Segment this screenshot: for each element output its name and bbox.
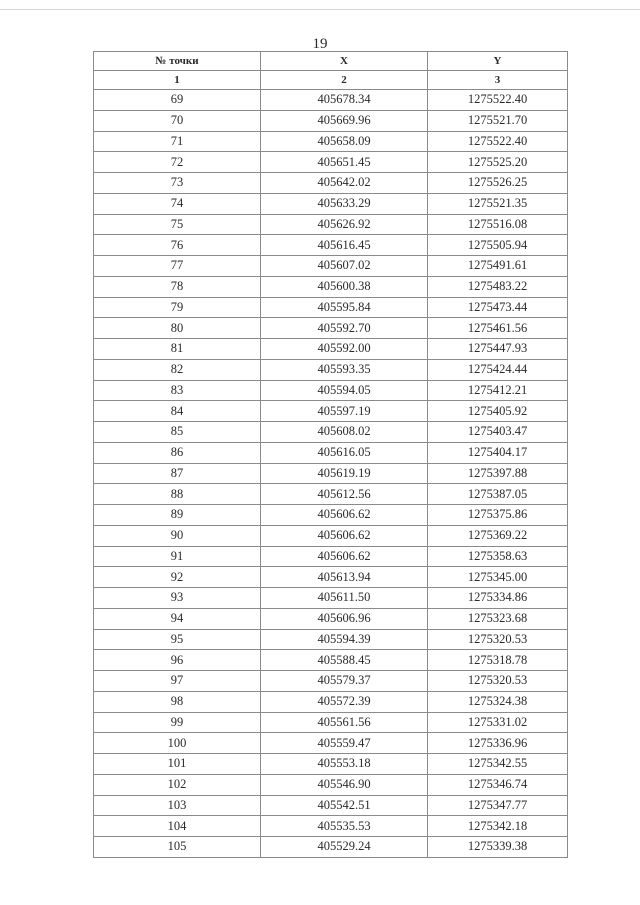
x-coordinate-cell: 405559.47 [261, 733, 428, 754]
point-number-cell: 74 [94, 193, 261, 214]
table-row [94, 588, 568, 609]
column-number-3: 3 [428, 71, 568, 90]
table-row [94, 505, 568, 526]
point-number-cell: 82 [94, 359, 261, 380]
point-number-cell: 88 [94, 484, 261, 505]
table-row [94, 380, 568, 401]
table-row [94, 339, 568, 360]
y-coordinate-cell: 1275424.44 [428, 359, 568, 380]
x-coordinate-cell: 405608.02 [261, 422, 428, 443]
point-number-cell: 71 [94, 131, 261, 152]
point-number-cell: 75 [94, 214, 261, 235]
point-number-cell: 103 [94, 795, 261, 816]
table-row [94, 276, 568, 297]
table-row [94, 691, 568, 712]
point-number-cell: 93 [94, 588, 261, 609]
y-coordinate-cell: 1275483.22 [428, 276, 568, 297]
x-coordinate-cell: 405642.02 [261, 173, 428, 194]
y-coordinate-cell: 1275324.38 [428, 691, 568, 712]
page-number: 19 [312, 36, 328, 52]
x-coordinate-cell: 405616.05 [261, 442, 428, 463]
x-coordinate-cell: 405592.00 [261, 339, 428, 360]
x-coordinate-cell: 405594.39 [261, 629, 428, 650]
y-coordinate-cell: 1275318.78 [428, 650, 568, 671]
x-coordinate-cell: 405606.62 [261, 525, 428, 546]
x-coordinate-cell: 405594.05 [261, 380, 428, 401]
table-body [94, 71, 568, 858]
x-coordinate-cell: 405613.94 [261, 567, 428, 588]
header-y: Y [428, 52, 568, 71]
point-number-cell: 86 [94, 442, 261, 463]
table-row [94, 297, 568, 318]
x-coordinate-cell: 405616.45 [261, 235, 428, 256]
point-number-cell: 78 [94, 276, 261, 297]
point-number-cell: 89 [94, 505, 261, 526]
table-row [94, 318, 568, 339]
table-row [94, 650, 568, 671]
table-row [94, 173, 568, 194]
y-coordinate-cell: 1275339.38 [428, 837, 568, 858]
y-coordinate-cell: 1275522.40 [428, 131, 568, 152]
point-number-cell: 96 [94, 650, 261, 671]
x-coordinate-cell: 405669.96 [261, 110, 428, 131]
x-coordinate-cell: 405619.19 [261, 463, 428, 484]
y-coordinate-cell: 1275345.00 [428, 567, 568, 588]
table-row [94, 525, 568, 546]
point-number-cell: 73 [94, 173, 261, 194]
x-coordinate-cell: 405611.50 [261, 588, 428, 609]
x-coordinate-cell: 405626.92 [261, 214, 428, 235]
y-coordinate-cell: 1275323.68 [428, 608, 568, 629]
table-row [94, 214, 568, 235]
table-row [94, 401, 568, 422]
table-row [94, 256, 568, 277]
x-coordinate-cell: 405678.34 [261, 90, 428, 111]
point-number-cell: 90 [94, 525, 261, 546]
y-coordinate-cell: 1275347.77 [428, 795, 568, 816]
y-coordinate-cell: 1275516.08 [428, 214, 568, 235]
y-coordinate-cell: 1275447.93 [428, 339, 568, 360]
y-coordinate-cell: 1275342.18 [428, 816, 568, 837]
point-number-cell: 97 [94, 671, 261, 692]
table-row [94, 733, 568, 754]
point-number-cell: 87 [94, 463, 261, 484]
table-row [94, 193, 568, 214]
point-number-cell: 77 [94, 256, 261, 277]
column-number-2: 2 [261, 71, 428, 90]
point-number-cell: 104 [94, 816, 261, 837]
point-number-cell: 84 [94, 401, 261, 422]
point-number-cell: 94 [94, 608, 261, 629]
coordinates-table [93, 51, 568, 858]
point-number-cell: 91 [94, 546, 261, 567]
x-coordinate-cell: 405658.09 [261, 131, 428, 152]
x-coordinate-cell: 405572.39 [261, 691, 428, 712]
point-number-cell: 70 [94, 110, 261, 131]
y-coordinate-cell: 1275521.35 [428, 193, 568, 214]
x-coordinate-cell: 405553.18 [261, 754, 428, 775]
x-coordinate-cell: 405592.70 [261, 318, 428, 339]
table-row [94, 837, 568, 858]
point-number-cell: 102 [94, 774, 261, 795]
table-row [94, 110, 568, 131]
header-point-number: № точки [94, 52, 261, 71]
table-row [94, 795, 568, 816]
table-row [94, 629, 568, 650]
y-coordinate-cell: 1275403.47 [428, 422, 568, 443]
table-row [94, 754, 568, 775]
y-coordinate-cell: 1275405.92 [428, 401, 568, 422]
x-coordinate-cell: 405546.90 [261, 774, 428, 795]
y-coordinate-cell: 1275404.17 [428, 442, 568, 463]
column-number-row [94, 71, 568, 90]
table-row [94, 671, 568, 692]
column-number-1: 1 [94, 71, 261, 90]
x-coordinate-cell: 405529.24 [261, 837, 428, 858]
y-coordinate-cell: 1275358.63 [428, 546, 568, 567]
table-header-row [94, 52, 568, 71]
x-coordinate-cell: 405593.35 [261, 359, 428, 380]
point-number-cell: 95 [94, 629, 261, 650]
table-row [94, 463, 568, 484]
x-coordinate-cell: 405588.45 [261, 650, 428, 671]
table-row [94, 235, 568, 256]
table-row [94, 608, 568, 629]
top-rule [0, 9, 640, 10]
point-number-cell: 99 [94, 712, 261, 733]
table-row [94, 90, 568, 111]
y-coordinate-cell: 1275375.86 [428, 505, 568, 526]
y-coordinate-cell: 1275320.53 [428, 629, 568, 650]
y-coordinate-cell: 1275461.56 [428, 318, 568, 339]
y-coordinate-cell: 1275320.53 [428, 671, 568, 692]
y-coordinate-cell: 1275473.44 [428, 297, 568, 318]
point-number-cell: 76 [94, 235, 261, 256]
table-row [94, 546, 568, 567]
table-row [94, 359, 568, 380]
y-coordinate-cell: 1275505.94 [428, 235, 568, 256]
point-number-cell: 72 [94, 152, 261, 173]
y-coordinate-cell: 1275526.25 [428, 173, 568, 194]
y-coordinate-cell: 1275331.02 [428, 712, 568, 733]
y-coordinate-cell: 1275369.22 [428, 525, 568, 546]
y-coordinate-cell: 1275346.74 [428, 774, 568, 795]
table-row [94, 567, 568, 588]
point-number-cell: 80 [94, 318, 261, 339]
x-coordinate-cell: 405606.62 [261, 505, 428, 526]
table-row [94, 131, 568, 152]
y-coordinate-cell: 1275521.70 [428, 110, 568, 131]
header-x: X [261, 52, 428, 71]
point-number-cell: 69 [94, 90, 261, 111]
x-coordinate-cell: 405579.37 [261, 671, 428, 692]
y-coordinate-cell: 1275342.55 [428, 754, 568, 775]
point-number-cell: 105 [94, 837, 261, 858]
y-coordinate-cell: 1275334.86 [428, 588, 568, 609]
table-row [94, 816, 568, 837]
table-row [94, 712, 568, 733]
x-coordinate-cell: 405651.45 [261, 152, 428, 173]
point-number-cell: 85 [94, 422, 261, 443]
point-number-cell: 79 [94, 297, 261, 318]
point-number-cell: 92 [94, 567, 261, 588]
point-number-cell: 81 [94, 339, 261, 360]
x-coordinate-cell: 405606.62 [261, 546, 428, 567]
y-coordinate-cell: 1275525.20 [428, 152, 568, 173]
point-number-cell: 83 [94, 380, 261, 401]
table-row [94, 442, 568, 463]
x-coordinate-cell: 405607.02 [261, 256, 428, 277]
point-number-cell: 101 [94, 754, 261, 775]
x-coordinate-cell: 405561.56 [261, 712, 428, 733]
table-row [94, 152, 568, 173]
x-coordinate-cell: 405606.96 [261, 608, 428, 629]
table-row [94, 774, 568, 795]
point-number-cell: 100 [94, 733, 261, 754]
y-coordinate-cell: 1275491.61 [428, 256, 568, 277]
y-coordinate-cell: 1275397.88 [428, 463, 568, 484]
y-coordinate-cell: 1275412.21 [428, 380, 568, 401]
x-coordinate-cell: 405595.84 [261, 297, 428, 318]
x-coordinate-cell: 405612.56 [261, 484, 428, 505]
table-row [94, 484, 568, 505]
y-coordinate-cell: 1275336.96 [428, 733, 568, 754]
x-coordinate-cell: 405633.29 [261, 193, 428, 214]
x-coordinate-cell: 405535.53 [261, 816, 428, 837]
y-coordinate-cell: 1275522.40 [428, 90, 568, 111]
table-row [94, 422, 568, 443]
x-coordinate-cell: 405542.51 [261, 795, 428, 816]
x-coordinate-cell: 405597.19 [261, 401, 428, 422]
x-coordinate-cell: 405600.38 [261, 276, 428, 297]
y-coordinate-cell: 1275387.05 [428, 484, 568, 505]
point-number-cell: 98 [94, 691, 261, 712]
